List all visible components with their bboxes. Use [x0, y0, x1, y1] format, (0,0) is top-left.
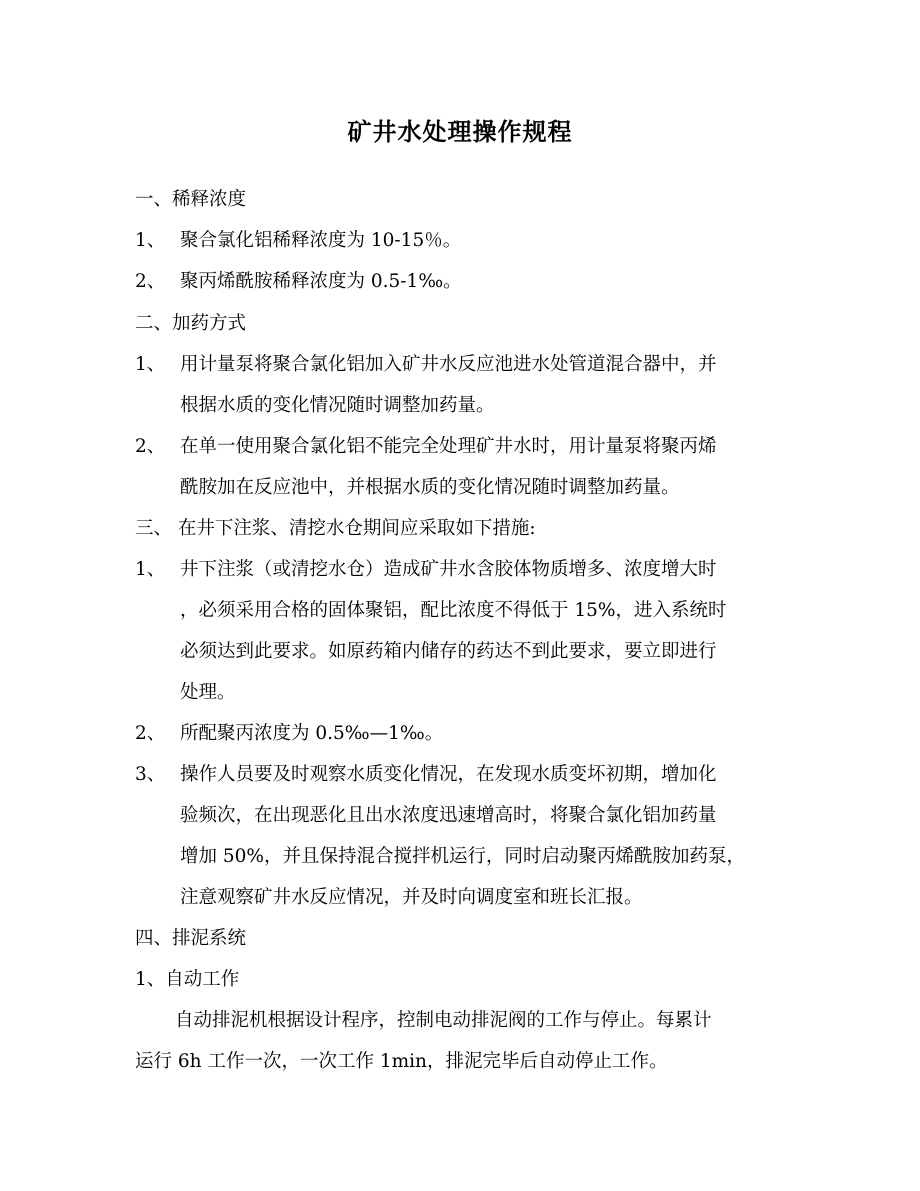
item-text: 必须达到此要求。如原药箱内储存的药达不到此要求，要立即进行 [180, 641, 717, 662]
section-heading: 二、加药方式 [135, 313, 247, 334]
item-text: 井下注浆（或清挖水仓）造成矿井水含胶体物质增多、浓度增大时 [180, 559, 717, 580]
document-title: 矿井水处理操作规程 [347, 117, 573, 146]
paragraph-line: 运行 6h 工作一次，一次工作 1min，排泥完毕后自动停止工作。 [135, 1051, 668, 1072]
item-text: 验频次，在出现恶化且出水浓度迅速增高时，将聚合氯化铝加药量 [180, 805, 717, 826]
item-text: 用计量泵将聚合氯化铝加入矿井水反应池进水处管道混合器中，并 [180, 354, 717, 375]
item-text: 注意观察矿井水反应情况，并及时向调度室和班长汇报。 [180, 887, 643, 908]
item-number: 1、 [135, 354, 166, 375]
section-heading: 一、稀释浓度 [135, 189, 247, 210]
item-number: 1、 [135, 559, 166, 580]
section-heading: 三、 在井下注浆、清挖水仓期间应采取如下措施: [135, 518, 536, 539]
item-text: 在单一使用聚合氯化铝不能完全处理矿井水时，用计量泵将聚丙烯 [180, 436, 717, 457]
item-text: 根据水质的变化情况随时调整加药量。 [180, 395, 495, 416]
item-text: 增加 50%，并且保持混合搅拌机运行，同时启动聚丙烯酰胺加药泵， [180, 846, 746, 867]
item-number: 3、 [135, 764, 166, 785]
section-heading: 四、排泥系统 [135, 928, 247, 949]
item-text: 酰胺加在反应池中，并根据水质的变化情况随时调整加药量。 [180, 477, 680, 498]
item-number: 2、 [135, 723, 166, 744]
paragraph-line: 自动排泥机根据设计程序，控制电动排泥阀的工作与停止。每累计 [175, 1010, 712, 1031]
item-text: 处理。 [180, 682, 236, 703]
item-text: 操作人员要及时观察水质变化情况，在发现水质变坏初期，增加化 [180, 764, 717, 785]
item-number: 1、 [135, 230, 166, 251]
item-text: 所配聚丙浓度为 0.5‰—1‰。 [180, 723, 444, 744]
item-number: 2、 [135, 436, 166, 457]
item-text: ，必须采用合格的固体聚铝，配比浓度不得低于 15%，进入系统时 [180, 600, 727, 621]
item-number: 2、 [135, 271, 166, 292]
subsection-heading: 1、自动工作 [135, 969, 240, 990]
item-text: 聚合氯化铝稀释浓度为 10-15％。 [180, 230, 462, 251]
item-text: 聚丙烯酰胺稀释浓度为 0.5-1‰。 [180, 271, 462, 292]
